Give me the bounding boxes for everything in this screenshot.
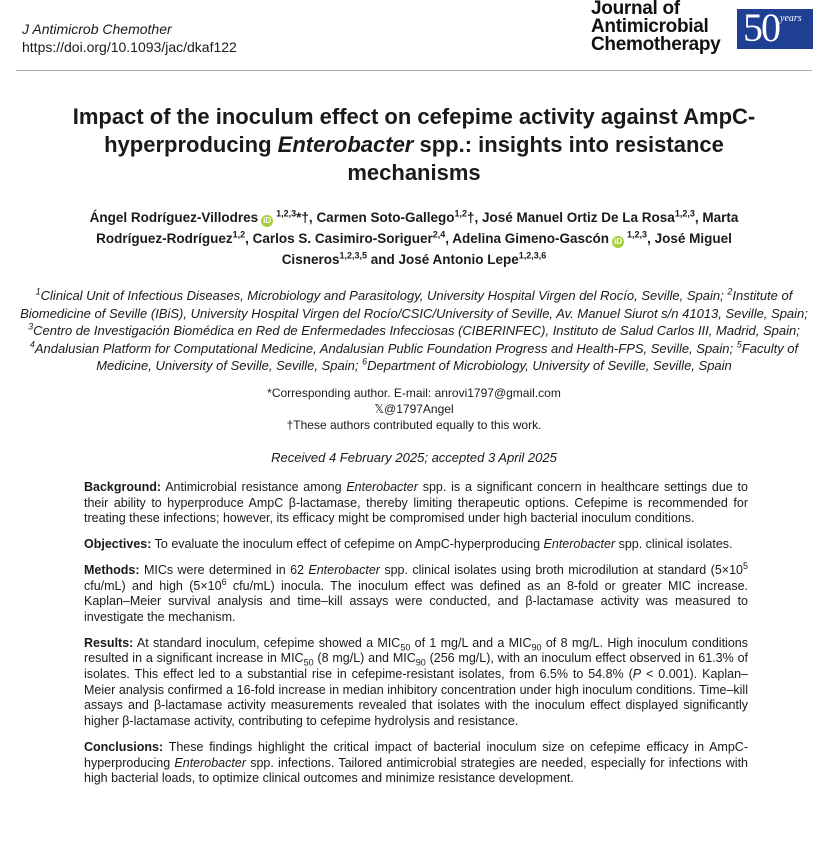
results-label: Results:: [84, 635, 134, 650]
anniversary-badge: [737, 5, 813, 50]
author-affiliation-marks: 1,2,3,5: [339, 250, 367, 261]
affiliation-text: Andalusian Platform for Computational Medicine, Andalusian Public Foundation Progress and Health-FPS, Seville, Spain;: [34, 340, 734, 356]
conclusions-italic: Enterobacter: [174, 755, 246, 770]
methods-text-2: spp. clinical isolates using broth microdilution at standard (5×10: [379, 562, 743, 577]
journal-reference: [22, 20, 237, 56]
anniversary-label: years: [780, 13, 802, 24]
affiliation-number: 2: [727, 286, 733, 297]
affiliations: [20, 287, 808, 375]
logo-line-3: Chemotherapy: [591, 34, 721, 55]
results-text-6: < 0.001). Kaplan–Meier analysis confirmed a 16-fold increase in median inhibitory concentration under high inoculum conditions. Time–kill assays and β-lactamase activity measurements revealed that isolates with the inoculum effect displayed significantly higher β-lactamase activity, contributing to cefepime hydrolysis and resistance.: [84, 667, 748, 729]
results-text-2: of 1 mg/L and a MIC: [410, 635, 532, 650]
title-text-1: Impact of the inoculum effect on cefepime activity against AmpC-hyperproducing: [72, 104, 756, 157]
affiliation-number: 5: [736, 339, 742, 350]
affiliation-text: Institute of Biomedicine of Seville (IBiS), University Hospital Virgen del Rocío/CSIC/University of Seville, Av. Manuel Siurot s/n 41013, Seville, Spain;: [20, 288, 808, 321]
corresponding-email[interactable]: *Corresponding author. E-mail: anrovi1797@gmail.com: [267, 386, 561, 400]
author-list: Ángel Rodríguez-Villodres iD$^{1,2,3}$*†, Carmen Soto-Gallego$^{1,2}$†, José Manuel Ortiz De La Rosa$^{1,2,3}$, Marta Rodríguez-Rodríguez$^{1,2}$, Carlos S. Casimiro-Soriguer$^{2,4}$, Adelina Gimeno-Gascón iD$^{1,2,3}$, José Miguel Cisneros$^{1,2,3,5}$ and José Antonio Lepe$^{1,2,3,6}$: [89, 208, 739, 267]
methods-exponent-1: 5: [742, 560, 748, 571]
affiliation-number: 3: [28, 321, 34, 332]
author-name[interactable]: José Manuel Ortiz De La Rosa: [482, 210, 675, 225]
abstract-background: [84, 480, 748, 527]
abstract-results: [84, 636, 748, 730]
author-affiliation-marks: 1,2: [454, 208, 467, 219]
background-italic: Enterobacter: [346, 480, 418, 494]
equal-contribution-note: †These authors contributed equally to this work.: [286, 418, 542, 432]
conclusions-text: These findings highlight the critical impact of bacterial inoculum size on cefepime efficacy in AmpC-hyperproducing: [84, 739, 748, 770]
methods-text-4: cfu/mL) inocula. The inoculum effect was defined as an 8-fold or greater MIC increase. Kaplan–Meier survival analysis and time–kill assays were conducted, and β-lactamase activity was measured to investigate the mechanism.: [84, 578, 748, 624]
author-name[interactable]: Carlos S. Casimiro-Soriguer: [252, 231, 433, 246]
objectives-italic: Enterobacter: [543, 537, 616, 552]
methods-exponent-2: 6: [221, 576, 227, 587]
methods-text: MICs were determined in 62: [139, 562, 309, 577]
correspondence: [220, 385, 608, 433]
x-handle: @1797Angel: [384, 402, 454, 416]
affiliation-number: 1: [35, 286, 41, 297]
background-text: Antimicrobial resistance among: [161, 480, 347, 494]
affiliation-text: Faculty of Medicine, University of Seville, Seville, Spain;: [96, 340, 799, 373]
page-header: [0, 0, 828, 72]
journal-abbrev: J Antimicrob Chemother: [22, 21, 172, 37]
results-sub-3: 50: [303, 657, 314, 668]
author-name[interactable]: Marta Rodríguez-Rodríguez: [96, 210, 739, 246]
received-dates: Received 4 February 2025; accepted 3 April 2025: [271, 450, 557, 465]
abstract-conclusions: [84, 740, 748, 787]
article-title: [40, 103, 788, 187]
author-affiliation-marks: 1,2: [232, 229, 246, 240]
results-italic-p: P: [632, 667, 642, 682]
results-text: At standard inoculum, cefepime showed a MIC: [133, 635, 401, 650]
results-sub-2: 90: [531, 642, 542, 653]
results-sub-1: 50: [400, 642, 411, 653]
abstract-objectives: [84, 537, 748, 553]
author-mark: *†: [296, 210, 309, 225]
social-handle[interactable]: [220, 401, 608, 417]
logo-line-1: Journal of: [591, 0, 680, 19]
conclusions-text-2: spp. infections. Tailored antimicrobial strategies are needed, especially for infections with high bacterial loads, to optimize clinical outcomes and minimize resistance development.: [84, 755, 749, 786]
anniversary-number: 50: [743, 5, 779, 50]
results-text-3: of 8 mg/L. High inoculum conditions resulted in a significant increase in MIC: [84, 635, 748, 666]
title-italic: Enterobacter: [277, 132, 414, 157]
author-affiliation-marks: 1,2,3: [627, 229, 648, 240]
author-name[interactable]: José Antonio Lepe: [398, 252, 519, 267]
results-sub-4: 90: [415, 657, 426, 668]
background-label: Background:: [84, 480, 162, 494]
doi-link[interactable]: https://doi.org/10.1093/jac/dkaf122: [22, 39, 237, 55]
objectives-text-2: spp. clinical isolates.: [615, 537, 733, 552]
objectives-text: To evaluate the inoculum effect of cefepime on AmpC-hyperproducing: [151, 537, 544, 552]
orcid-icon[interactable]: iD: [263, 216, 272, 225]
conclusions-label: Conclusions:: [84, 739, 164, 754]
methods-italic: Enterobacter: [308, 562, 380, 577]
affiliation-text: Centro de Investigación Biomédica en Red de Enfermedades Infecciosas (CIBERINFEC), Instituto de Salud Carlos III, Madrid, Spain;: [33, 323, 800, 338]
author-affiliation-marks: 1,2,3: [276, 208, 297, 219]
affiliation-number: 6: [362, 356, 368, 367]
author-name[interactable]: Adelina Gimeno-Gascón: [452, 231, 610, 246]
objectives-label: Objectives:: [84, 537, 152, 552]
background-text-2: spp. is a significant concern in healthcare settings due to their ability to hyperproduce AmpC β-lactamase, thereby limiting therapeutic options. Cefepime is recommended for treating these infections; however, its efficacy might be compromised under high bacterial inoculum conditions.: [84, 480, 748, 526]
affiliation-text: Department of Microbiology, University of Seville, Seville, Spain: [367, 358, 732, 373]
logo-line-2: Antimicrobial: [591, 16, 709, 37]
author-affiliation-marks: 1,2,3: [674, 208, 695, 219]
orcid-icon[interactable]: iD: [614, 237, 623, 246]
methods-label: Methods:: [84, 562, 140, 577]
title-text-2: spp.: insights into resistance mechanisms: [347, 132, 724, 185]
author-affiliation-marks: 2,4: [432, 229, 446, 240]
affiliation-number: 4: [29, 339, 35, 350]
author-name[interactable]: Ángel Rodríguez-Villodres: [89, 210, 259, 225]
author-mark: †: [466, 210, 475, 225]
results-text-4: (8 mg/L) and MIC: [313, 651, 416, 666]
author-affiliation-marks: 1,2,3,6: [518, 250, 547, 261]
methods-text-3: cfu/mL) and high (5×10: [84, 578, 222, 593]
abstract-methods: [84, 560, 748, 626]
abstract: [84, 480, 748, 797]
header-divider: [16, 70, 812, 71]
author-name[interactable]: José Miguel Cisneros: [281, 231, 732, 267]
author-name[interactable]: Carmen Soto-Gallego: [316, 210, 455, 225]
affiliation-text: Clinical Unit of Infectious Diseases, Microbiology and Parasitology, University Hospital Virgen del Rocío, Seville, Spain;: [40, 288, 724, 303]
author-conjunction: and: [367, 252, 399, 267]
results-text-5: (256 mg/L), with an inoculum effect observed in 61.3% of isolates. This effect led to a substantial rise in cefepime-resistant isolates, from 6.5% to 54.8% (: [84, 651, 748, 682]
x-logo-icon: 𝕏: [374, 402, 385, 416]
journal-logo[interactable]: [591, 0, 720, 54]
